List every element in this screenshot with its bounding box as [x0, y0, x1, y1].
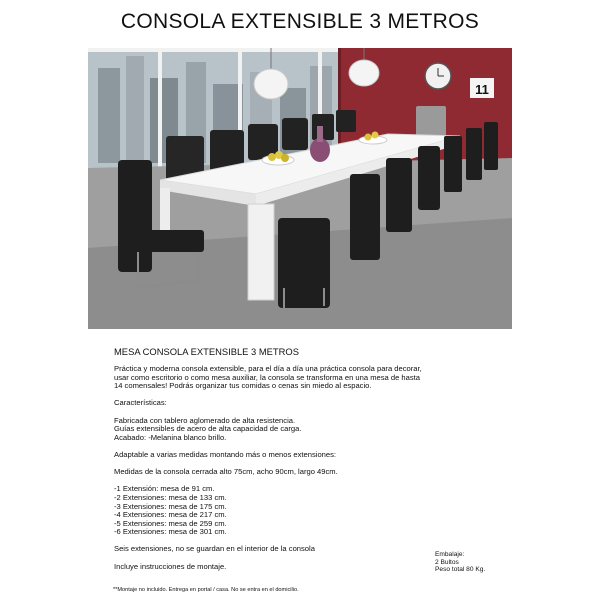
extension-line: -3 Extensiones: mesa de 175 cm. [114, 501, 227, 511]
packing-weight: Peso total 80 Kg. [435, 566, 486, 574]
extension-line: -4 Extensiones: mesa de 217 cm. [114, 510, 227, 520]
feature-line: Guías extensibles de acero de alta capacidad de carga. [114, 424, 302, 434]
extension-line: -6 Extensiones: mesa de 301 cm. [114, 527, 227, 537]
calendar-number: 11 [475, 82, 489, 97]
footnote: **Montaje no incluido. Entrega en portal / casa. No se entra en el domicilio. [113, 587, 299, 593]
intro-line: usar como escritorio o como mesa auxiliar, la consola se transforma en una mesa de hasta [114, 372, 421, 382]
product-heading: MESA CONSOLA EXTENSIBLE 3 METROS [114, 346, 299, 357]
feature-line: Acabado: -Melanina blanco brillo. [114, 432, 227, 442]
intro-line: 14 comensales! Podrás organizar tus comidas o cenas sin miedo al espacio. [114, 381, 372, 391]
page-title: CONSOLA EXTENSIBLE 3 METROS [120, 10, 480, 33]
product-description [114, 346, 514, 571]
packing-bultos: 2 Bultos [435, 558, 459, 566]
extension-line: -5 Extensiones: mesa de 259 cm. [114, 518, 227, 528]
extension-line: -2 Extensiones: mesa de 133 cm. [114, 492, 227, 502]
packing-label: Embalaje: [435, 551, 465, 558]
adaptable-text: Adaptable a varias medidas montando más o menos extensiones: [114, 449, 337, 459]
feature-line: Fabricada con tablero aglomerado de alta resistencia. [114, 415, 296, 425]
instructions-text: Incluye instrucciones de montaje. [114, 561, 227, 571]
product-photo [88, 48, 512, 329]
packing-info [435, 551, 485, 574]
closed-measures: Medidas de la consola cerrada alto 75cm, acho 90cm, largo 49cm. [114, 467, 338, 477]
intro-line: Práctica y moderna consola extensible, para el día a día una práctica consola para decorar, [114, 364, 422, 373]
extension-line: -1 Extensión: mesa de 91 cm. [114, 484, 215, 494]
features-label: Características: [114, 398, 167, 408]
storage-note: Seis extensiones, no se guardan en el interior de la consola [114, 544, 315, 554]
